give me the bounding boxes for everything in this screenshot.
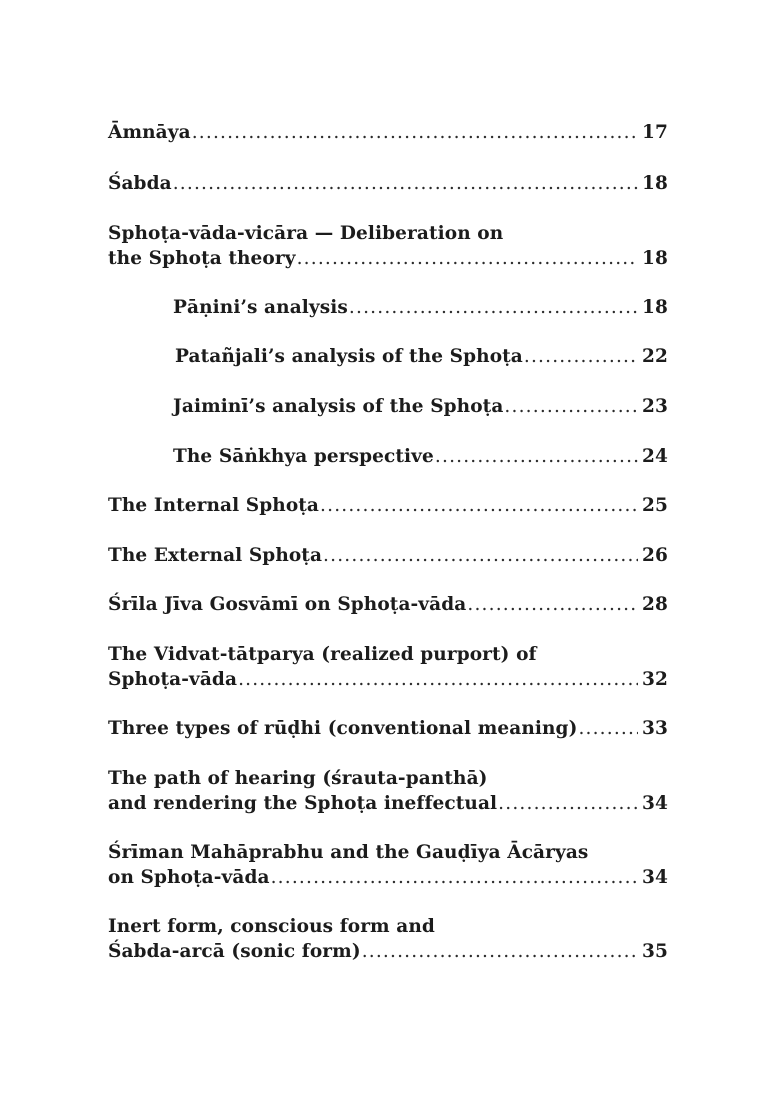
- toc-entry[interactable]: [108, 766, 668, 816]
- toc-entry-line: [108, 667, 668, 692]
- toc-entry-title: Pāṇini’s analysis: [173, 297, 348, 318]
- toc-entry-page: 18: [642, 248, 668, 269]
- toc-entry-page: 18: [642, 297, 668, 318]
- toc-entry[interactable]: [108, 493, 668, 518]
- toc-entry[interactable]: [108, 120, 668, 145]
- toc-entry-title: on Sphoṭa-vāda: [108, 867, 270, 888]
- toc-entry-title: and rendering the Sphoṭa ineffectual: [108, 793, 498, 814]
- toc-entry[interactable]: [108, 221, 668, 271]
- toc-entry[interactable]: [108, 840, 668, 890]
- dot-leader: [271, 865, 638, 890]
- toc-entry-page: 34: [642, 867, 668, 888]
- toc-entry-line: [173, 295, 668, 320]
- toc-subentry[interactable]: [173, 295, 668, 320]
- toc-entry-line: [108, 246, 668, 271]
- toc-entry-page: 28: [642, 594, 668, 615]
- toc-entry-title: The External Sphoṭa: [108, 545, 323, 566]
- toc-entry-page: 25: [642, 495, 668, 516]
- dot-leader: [435, 444, 638, 469]
- toc-entry-title: Patañjali’s analysis of the Sphoṭa: [175, 346, 523, 367]
- toc-entry-title-line: Śrīman Mahāprabhu and the Gauḍīya Ācāryas: [108, 842, 589, 863]
- toc-entry-line: [108, 592, 668, 617]
- toc-entry-line: [173, 444, 668, 469]
- toc-subentry[interactable]: [173, 394, 668, 419]
- toc-entry[interactable]: [108, 642, 668, 692]
- dot-leader: [297, 246, 638, 271]
- toc-entry-title: Śabda-arcā (sonic form): [108, 941, 361, 962]
- toc-entry-title-line: Sphoṭa-vāda-vicāra — Deliberation on: [108, 223, 504, 244]
- toc-entry-page: 18: [642, 173, 668, 194]
- dot-leader: [504, 394, 638, 419]
- toc-subentry[interactable]: [173, 444, 668, 469]
- toc-entry-line: [108, 120, 668, 145]
- toc-entry-title-line: The path of hearing (śrauta-panthā): [108, 768, 488, 789]
- toc-entry-page: 23: [642, 396, 668, 417]
- toc-entry-line: [108, 543, 668, 568]
- toc-entry-line: [108, 939, 668, 964]
- toc-entry-line: [175, 344, 668, 369]
- dot-leader: [192, 120, 638, 145]
- toc-entry[interactable]: [108, 716, 668, 741]
- toc-entry-title: Three types of rūḍhi (conventional meaning): [108, 718, 578, 739]
- toc-entry-title: Āmnāya: [108, 122, 191, 143]
- toc-entry-page: 26: [642, 545, 668, 566]
- toc-entry-line: [108, 171, 668, 196]
- dot-leader: [467, 592, 638, 617]
- toc-entry-page: 24: [642, 446, 668, 467]
- dot-leader: [320, 493, 638, 518]
- toc-entry-title: Sphoṭa-vāda: [108, 669, 238, 690]
- dot-leader: [578, 716, 638, 741]
- toc-entry[interactable]: [108, 171, 668, 196]
- dot-leader: [362, 939, 638, 964]
- toc-entry-title-line: The Vidvat-tātparya (realized purport) of: [108, 644, 537, 665]
- toc-entry-line: [173, 394, 668, 419]
- toc-entry-line: [108, 716, 668, 741]
- dot-leader: [498, 791, 638, 816]
- toc-entry-title: Śrīla Jīva Gosvāmī on Sphoṭa-vāda: [108, 594, 467, 615]
- toc-entry-title: The Internal Sphoṭa: [108, 495, 320, 516]
- toc-entry-page: 32: [642, 669, 668, 690]
- dot-leader: [524, 344, 638, 369]
- toc-entry-line: [108, 865, 668, 890]
- toc-entry-title-line: Inert form, conscious form and: [108, 916, 435, 937]
- toc-entry-page: 35: [642, 941, 668, 962]
- toc-entry-line: [108, 493, 668, 518]
- dot-leader: [173, 171, 638, 196]
- toc-entry-page: 34: [642, 793, 668, 814]
- toc-entry-page: 22: [642, 346, 668, 367]
- toc-entry-title: the Sphoṭa theory: [108, 248, 296, 269]
- toc-entry-line: [108, 791, 668, 816]
- toc-entry[interactable]: [108, 543, 668, 568]
- toc-entry-title: Jaiminī’s analysis of the Sphoṭa: [173, 396, 504, 417]
- toc-entry-title: Śabda: [108, 173, 172, 194]
- toc-entry-title: The Sāṅkhya perspective: [173, 446, 434, 467]
- toc-entry[interactable]: [108, 592, 668, 617]
- toc-entry[interactable]: [108, 914, 668, 964]
- dot-leader: [323, 543, 638, 568]
- dot-leader: [349, 295, 638, 320]
- toc-entry-page: 17: [642, 122, 668, 143]
- toc-subentry[interactable]: [175, 344, 668, 369]
- dot-leader: [238, 667, 638, 692]
- toc-entry-page: 33: [642, 718, 668, 739]
